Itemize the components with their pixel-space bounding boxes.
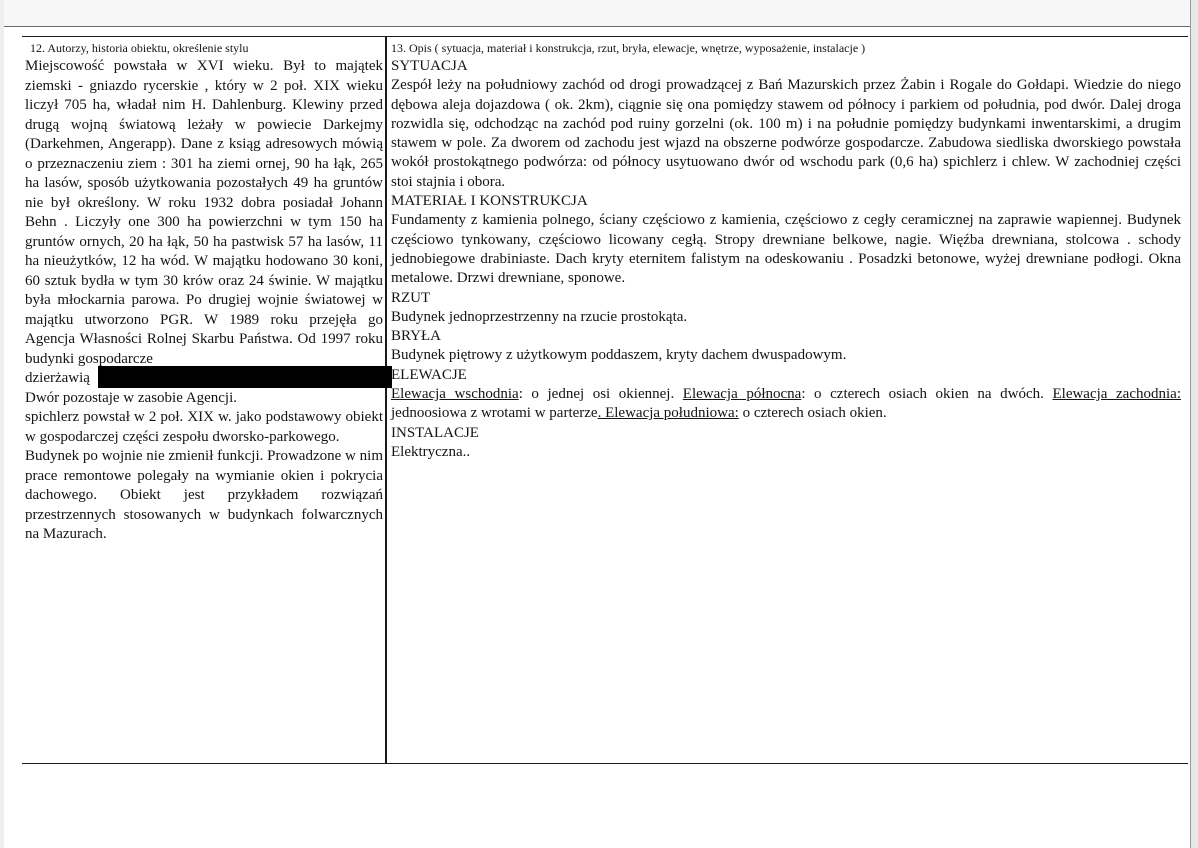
elevation-south-label: . Elewacja południowa: (597, 405, 739, 422)
scan-right-edge (1190, 0, 1198, 848)
redacted-line (25, 369, 383, 389)
elevation-east-text: : o jednej osi okiennej. (518, 386, 683, 403)
column-divider (385, 36, 387, 764)
granary-origin-paragraph: spichlerz powstał w 2 poł. XIX w. jako podstawowy obiekt w gospodarczej części zespołu dworsko-parkowego. (25, 409, 383, 445)
scan-left-edge (0, 0, 4, 848)
elevation-west-label: Elewacja zachodnia: (1052, 386, 1181, 403)
history-paragraph: Miejscowość powstała w XVI wieku. Był to majątek ziemski - gniazdo rycerskie , który w 2 poł. XIX wieku liczył 705 ha, władał nim H. Dahlenburg. Klewiny przed drugą wojną światową leżały w powiecie Darkejmy (Darkehmen, Angerapp). Dane z ksiąg adresowych mówią o przeznaczeniu ziem : 301 ha ziemi ornej, 90 ha łąk, 265 ha lasów, sposób użytkowania pozostałych 49 ha gruntów nie był określony. W roku 1932 dobra posiadał Johann Behn . Liczyły one 300 ha powierzchni w tym 150 ha gruntów ornych, 20 ha łąk, 50 ha pastwisk 57 ha lasów, 11 ha nieużytków, 12 ha wód. W majątku hodowano 30 koni, 60 sztuk bydła w tym 30 krów oraz 24 świnie. W majątku była młockarnia parowa. Po drugiej wojnie światowej w majątku utworzono PGR. W 1989 roku przejęła go Agencja Własności Rolnej Skarbu Państwa. Od 1997 roku budynki gospodarcze (25, 58, 383, 367)
rzut-text: Budynek jednoprzestrzenny na rzucie prostokąta. (391, 308, 688, 325)
section-title-rzut: RZUT (391, 289, 431, 306)
history-text (25, 57, 383, 545)
scan-top-edge (0, 0, 1198, 27)
section-title-instalacje: INSTALACJE (391, 424, 479, 441)
instalacje-text: Elektryczna.. (391, 443, 471, 460)
table-bottom-border (22, 763, 1188, 764)
description-text (391, 57, 1181, 462)
elevation-north-label: Elewacja północna (682, 386, 802, 403)
granary-function-paragraph: Budynek po wojnie nie zmienił funkcji. Prowadzone w nim prace remontowe polegały na wymianie okien i pokrycia dachowego. Obiekt jest przykładem rozwiązań przestrzennych stosowanych w budynkach folwarcznych na Mazurach. (25, 448, 383, 542)
redaction-bar (98, 366, 392, 388)
section-title-bryla: BRYŁA (391, 328, 442, 345)
elevation-west-text: jednoosiowa z wrotami w parterze (391, 405, 598, 422)
sytuacja-text: Zespół leży na południowy zachód od drogi prowadzącej z Bań Mazurskich przez Żabin i Rogale do Gołdapi. Wiedzie do niego dębowa aleja dojazdowa ( ok. 2km), ciągnie się ona pomiędzy stawem od północy i parkiem od południa, pod dwór. Dalej droga rozwidla się, odchodząc na zachód pod ruiny gorzelni (ok. 100 m) i na południe pomiędzy budynkami inwentarskimi, a drugim stawem w pole. Za dworem od zachodu jest wjazd na obszerne podwórze gospodarcze. Zabudowa siedliska dworskiego powstała wokół prostokątnego podwórza: od północy usytuowano dwór od wschodu park (0,6 ha) spichlerz i chlew. W zachodniej części stoi stajnia i obora. (391, 77, 1181, 190)
elewacje-text (391, 385, 1181, 424)
elevation-south-text: o czterech osiach okien. (738, 405, 887, 422)
elevation-east-label: Elewacja wschodnia (391, 386, 519, 403)
section-title-elewacje: ELEWACJE (391, 366, 467, 383)
description-column (391, 40, 1181, 462)
history-heading: 12. Autorzy, historia obiektu, określenie stylu (30, 41, 249, 55)
material-text: Fundamenty z kamienia polnego, ściany częściowo z kamienia, częściowo z cegły ceramicznej na zaprawie wapiennej. Budynek częściowo tynkowany, częściowo licowany cegłą. Stropy drewniane belkowe, nagie. Więźba drewniana, stolcowa . schody jednobiegowe drabiniaste. Dach kryty eternitem falistym na odeskowaniu . Posadzki betonowe, wyżej drewniane podłogi. Okna metalowe. Drzwi drewniane, sponowe. (391, 212, 1181, 287)
manor-status-paragraph: Dwór pozostaje w zasobie Agencji. (25, 389, 238, 406)
section-title-sytuacja: SYTUACJA (391, 58, 468, 74)
elevation-north-text: : o czterech osiach okien na dwóch. (801, 386, 1053, 403)
history-column (25, 40, 383, 545)
section-title-material: MATERIAŁ I KONSTRUKCJA (391, 193, 588, 210)
bryla-text: Budynek piętrowy z użytkowym poddaszem, kryty dachem dwuspadowym. (391, 347, 847, 364)
table-top-border (22, 36, 1188, 37)
history-paragraph-tail: dzierżawią (25, 370, 90, 386)
description-heading: 13. Opis ( sytuacja, materiał i konstrukcja, rzut, bryła, elewacje, wnętrze, wyposażenie, instalacje ) (391, 41, 866, 55)
